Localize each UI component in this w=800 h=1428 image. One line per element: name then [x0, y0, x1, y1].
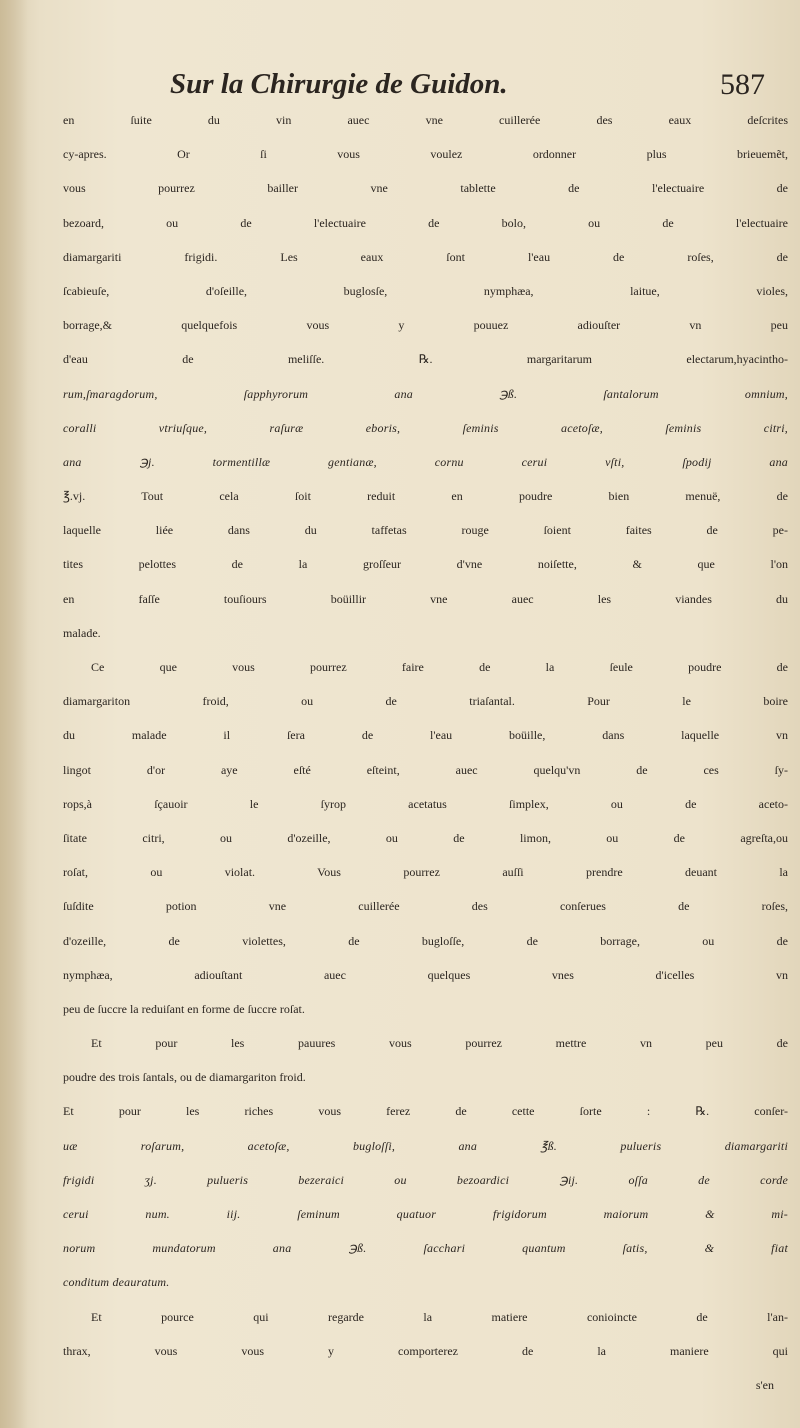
catchword: s'en: [755, 1377, 774, 1392]
text-line: ℥.vj. Tout cela ſoit reduit en poudre bien menuë, de: [63, 489, 788, 504]
paragraph-start: Et pource qui regarde la matiere conioincte de l'an-: [91, 1309, 788, 1324]
text-line: diamargariton froid, ou de triaſantal. Pour le boire: [63, 694, 788, 709]
text-line: diamargariti frigidi. Les eaux ſont l'eau de roſes, de: [63, 249, 788, 264]
body-text: [63, 103, 788, 1402]
text-line: ſuſdite potion vne cuillerée des conſerues de roſes,: [63, 899, 788, 914]
text-line: nymphæa, adiouſtant auec quelques vnes d'icelles vn: [63, 967, 788, 982]
recipe-line: uæ roſarum, acetoſæ, bugloſſi, ana ℥ß. pulueris diamargariti: [63, 1138, 788, 1153]
recipe-line: norum mundatorum ana ℈ß. ſacchari quantum ſatis, & fiat: [63, 1241, 788, 1256]
text-line: malade.: [63, 625, 101, 640]
recipe-line: conditum deauratum.: [63, 1275, 170, 1290]
text-line: cy-apres. Or ſi vous voulez ordonner plus brieuemẽt,: [63, 147, 788, 162]
paragraph-start: Et pour les pauures vous pourrez mettre vn peu de: [91, 1036, 788, 1051]
text-line: en faſſe touſiours boüillir vne auec les viandes du: [63, 591, 788, 606]
text-line: tites pelottes de la groſſeur d'vne noiſette, & que l'on: [63, 557, 788, 572]
text-line: bezoard, ou de l'electuaire de bolo, ou de l'electuaire: [63, 215, 788, 230]
text-line: vous pourrez bailler vne tablette de l'electuaire de: [63, 181, 788, 196]
text-line: roſat, ou violat. Vous pourrez auſſi prendre deuant la: [63, 865, 788, 880]
running-head: Sur la Chirurgie de Guidon.: [170, 68, 508, 100]
text-line: d'eau de meliſſe. ℞. margaritarum electarum,hyacintho-: [63, 352, 788, 367]
text-line: ſcabieuſe, d'oſeille, buglosſe, nymphæa, laitue, violes,: [63, 283, 788, 298]
recipe-line: ana ℈j. tormentillæ gentianæ, cornu cerui vſti, ſpodij ana: [63, 454, 788, 469]
text-line: borrage,& quelquefois vous y pouuez adiouſter vn peu: [63, 318, 788, 333]
recipe-line: rum,ſmaragdorum, ſapphyrorum ana ℈ß. ſantalorum omnium,: [63, 386, 788, 401]
page-gutter: [0, 0, 28, 1428]
page-header: [170, 68, 790, 108]
text-line: rops,à ſçauoir le ſyrop acetatus ſimplex, ou de aceto-: [63, 796, 788, 811]
text-line: peu de ſuccre la reduiſant en forme de ſuccre roſat.: [63, 1001, 305, 1016]
recipe-line: cerui num. iij. ſeminum quatuor frigidorum maiorum & mi-: [63, 1207, 788, 1221]
text-line: ſitate citri, ou d'ozeille, ou de limon, ou de agreſta,ou: [63, 830, 788, 845]
text-line: Et pour les riches vous ferez de cette ſorte : ℞. conſer-: [63, 1104, 788, 1119]
text-line: laquelle liée dans du taffetas rouge ſoient faites de pe-: [63, 523, 788, 538]
page-number: 587: [720, 68, 765, 101]
text-line: en ſuite du vin auec vne cuillerée des eaux deſcrites: [63, 113, 788, 127]
recipe-line: coralli vtriuſque, raſuræ eboris, ſeminis acetoſæ, ſeminis citri,: [63, 420, 788, 435]
paragraph-start: Ce que vous pourrez faire de la ſeule poudre de: [91, 660, 788, 674]
text-line: thrax, vous vous y comporterez de la maniere qui: [63, 1343, 788, 1358]
recipe-line: frigidi ʒj. pulueris bezeraici ou bezoardici ℈ij. oſſa de corde: [63, 1172, 788, 1187]
text-line: du malade il ſera de l'eau boüille, dans laquelle vn: [63, 728, 788, 743]
text-line: poudre des trois ſantals, ou de diamargariton froid.: [63, 1070, 306, 1085]
text-line: d'ozeille, de violettes, de bugloſſe, de borrage, ou de: [63, 933, 788, 948]
text-line: lingot d'or aye eſté eſteint, auec quelqu'vn de ces ſy-: [63, 762, 788, 777]
